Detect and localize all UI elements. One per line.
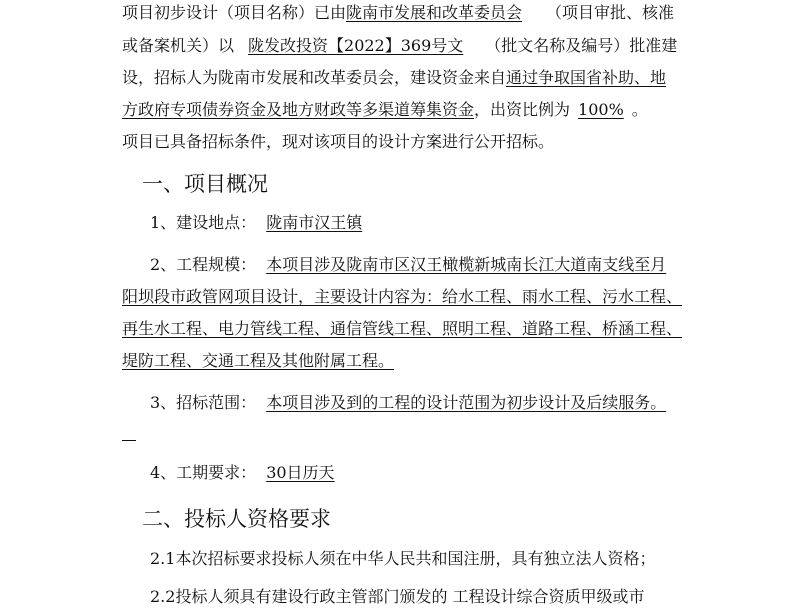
project-scale-value: 阳坝段市政管网项目设计，主要设计内容为：给水工程、雨水工程、污水工程、 xyxy=(122,287,683,306)
item-bidding-scope xyxy=(150,392,800,414)
project-scale-line-3 xyxy=(122,318,800,340)
bidding-scope-value: 本项目涉及到的工程的设计范围为初步设计及后续服务。 xyxy=(266,393,667,412)
section-2-title: 二、投标人资格要求 xyxy=(142,507,331,531)
section-1-title: 一、项目概况 xyxy=(142,172,268,196)
underline-dash xyxy=(122,440,136,441)
intro-text: 项目初步设计（项目名称）已由 xyxy=(122,3,347,22)
project-scale-value: 再生水工程、电力管线工程、通信管线工程、照明工程、道路工程、桥涵工程、 xyxy=(122,319,683,338)
item-label: 4、工期要求： xyxy=(150,463,257,482)
project-scale-line-4 xyxy=(122,350,800,372)
funding-source-cont: 方政府专项债券资金及地方财政等多渠道筹集资金 xyxy=(122,100,475,119)
approval-document-number: 陇发改投资【2022】369号文 xyxy=(248,36,464,55)
intro-text: 项目已具备招标条件，现对该项目的设计方案进行公开招标。 xyxy=(122,132,555,151)
project-scale-line-2 xyxy=(122,286,800,308)
intro-line-5 xyxy=(122,131,800,153)
intro-text: 或备案机关）以 xyxy=(122,36,235,55)
project-scale-value: 堤防工程、交通工程及其他附属工程。 xyxy=(122,351,395,370)
intro-line-1 xyxy=(122,2,800,24)
project-scale-value: 本项目涉及陇南市区汉王橄榄新城南长江大道南支线至月 xyxy=(266,255,667,274)
funding-ratio: 100% xyxy=(578,100,624,119)
intro-line-2 xyxy=(122,35,800,57)
item-label: 2、工程规模： xyxy=(150,255,257,274)
intro-line-3 xyxy=(122,67,800,89)
intro-text: （批文名称及编号）批准建 xyxy=(485,36,678,55)
funding-source: 通过争取国省补助、地 xyxy=(506,68,667,87)
item-schedule xyxy=(150,462,800,484)
intro-text: 设，招标人为陇南市发展和改革委员会，建设资金来自 xyxy=(122,68,507,87)
construction-site-value: 陇南市汉王镇 xyxy=(266,213,363,232)
requirement-2-2: 2.2投标人须具有建设行政主管部门颁发的 工程设计综合资质甲级或市 xyxy=(150,587,645,606)
item-label: 1、建设地点： xyxy=(150,213,257,232)
requirement-2-1: 2.1本次招标要求投标人须在中华人民共和国注册，具有独立法人资格； xyxy=(150,549,656,568)
item-project-scale xyxy=(150,254,800,276)
schedule-value: 30日历天 xyxy=(266,463,335,482)
intro-text: 。 xyxy=(631,100,648,119)
intro-line-4 xyxy=(122,99,800,121)
item-label: 3、招标范围： xyxy=(150,393,257,412)
item-construction-site xyxy=(150,212,800,234)
approval-authority: 陇南市发展和改革委员会 xyxy=(346,3,523,22)
intro-text: ，出资比例为 xyxy=(474,100,571,119)
intro-text: （项目审批、核准 xyxy=(546,3,675,22)
